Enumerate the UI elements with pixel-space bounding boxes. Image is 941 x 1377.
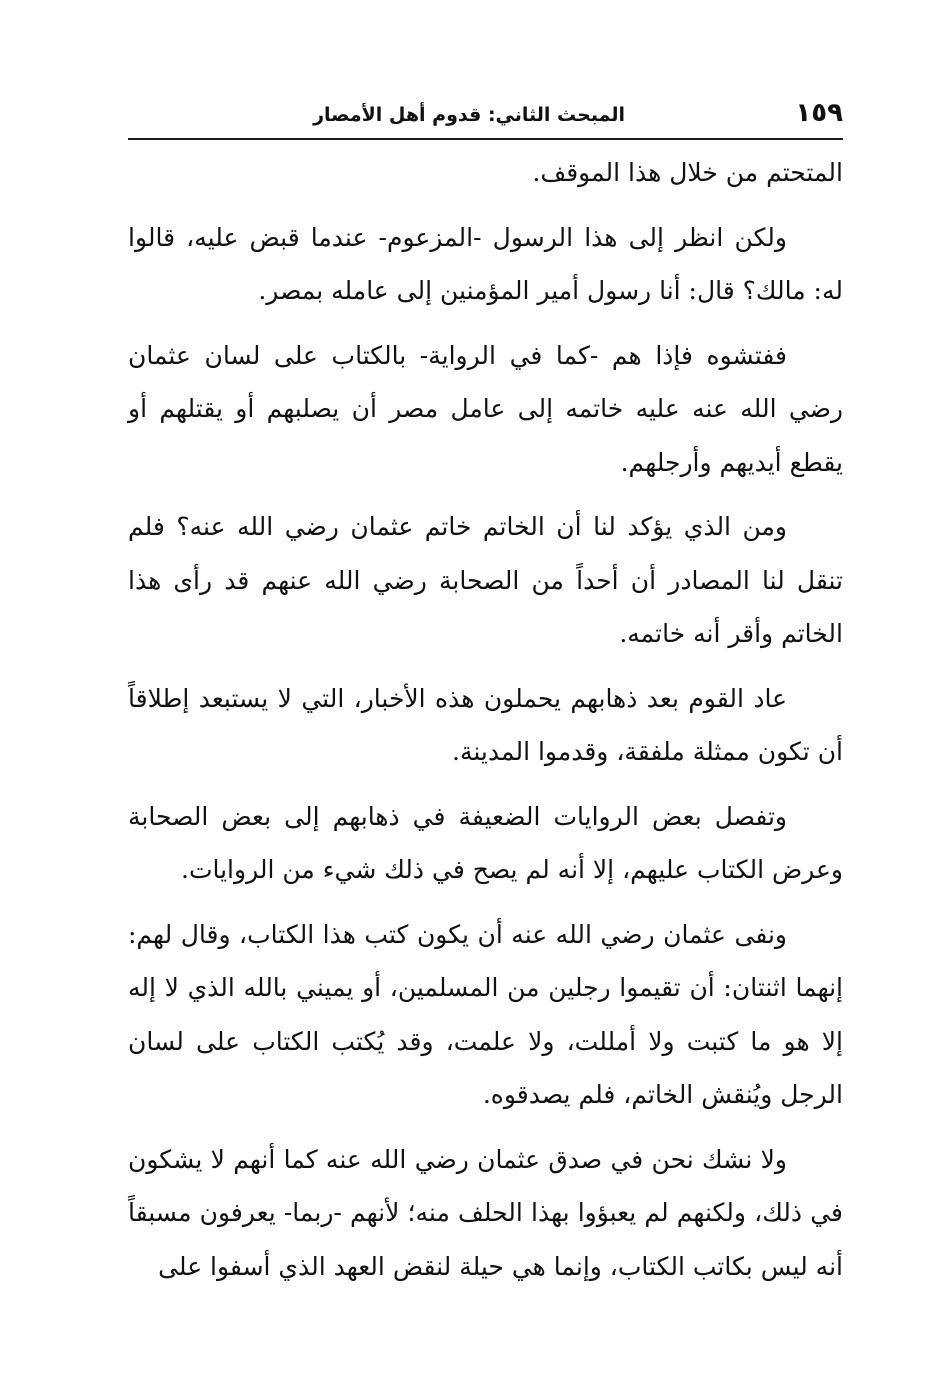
paragraph-7: ونفى عثمان رضي الله عنه أن يكون كتب هذا الكتاب، وقال لهم: إنهما اثنتان: أن تقيموا رجلين من المسلمين، أو يميني بالله الذي لا إله إلا هو ما كتبت ولا أمللت، ولا علمت، وقد يُكتب الكتاب على لسان الرجل ويُنقش الخاتم، فلم يصدقوه. xyxy=(128,919,843,1109)
paragraph-8: ولا نشك نحن في صدق عثمان رضي الله عنه كما أنهم لا يشكون في ذلك، ولكنهم لم يعبؤوا بهذا الحلف منه؛ لأنهم -ربما- يعرفون مسبقاً أنه ليس بكاتب الكتاب، وإنما هي حيلة لنقض العهد الذي أسفوا على xyxy=(128,1144,843,1281)
paragraph-2: ولكن انظر إلى هذا الرسول -المزعوم- عندما قبض عليه، قالوا له: مالك؟ قال: أنا رسول أمير المؤمنين إلى عامله بمصر. xyxy=(128,222,843,305)
paragraph-6: وتفصل بعض الروايات الضعيفة في ذهابهم إلى بعض الصحابة وعرض الكتاب عليهم، إلا أنه لم يصح في ذلك شيء من الروايات. xyxy=(128,801,843,884)
paragraph-4: ومن الذي يؤكد لنا أن الخاتم خاتم عثمان رضي الله عنه؟ فلم تنقل لنا المصادر أن أحداً من الصحابة رضي الله عنهم قد رأى هذا الخاتم وأقر أنه خاتمه. xyxy=(128,512,843,648)
paragraph-5: عاد القوم بعد ذهابهم يحملون هذه الأخبار، التي لا يستبعد إطلاقاً أن تكون ممثلة ملفقة، وقدموا المدينة. xyxy=(128,683,843,766)
main-text-body xyxy=(128,146,843,1304)
chapter-section-title: المبحث الثاني: قدوم أهل الأمصار xyxy=(313,104,625,126)
running-header xyxy=(128,92,843,132)
header-divider xyxy=(128,138,843,140)
paragraph-3: ففتشوه فإذا هم -كما في الرواية- بالكتاب على لسان عثمان رضي الله عنه عليه خاتمه إلى عامل مصر أن يصلبهم أو يقتلهم أو يقطع أيديهم وأرجلهم. xyxy=(128,340,843,477)
paragraph-1: المتحتم من خلال هذا الموقف. xyxy=(532,158,843,187)
page-number: ١٥٩ xyxy=(795,98,843,128)
